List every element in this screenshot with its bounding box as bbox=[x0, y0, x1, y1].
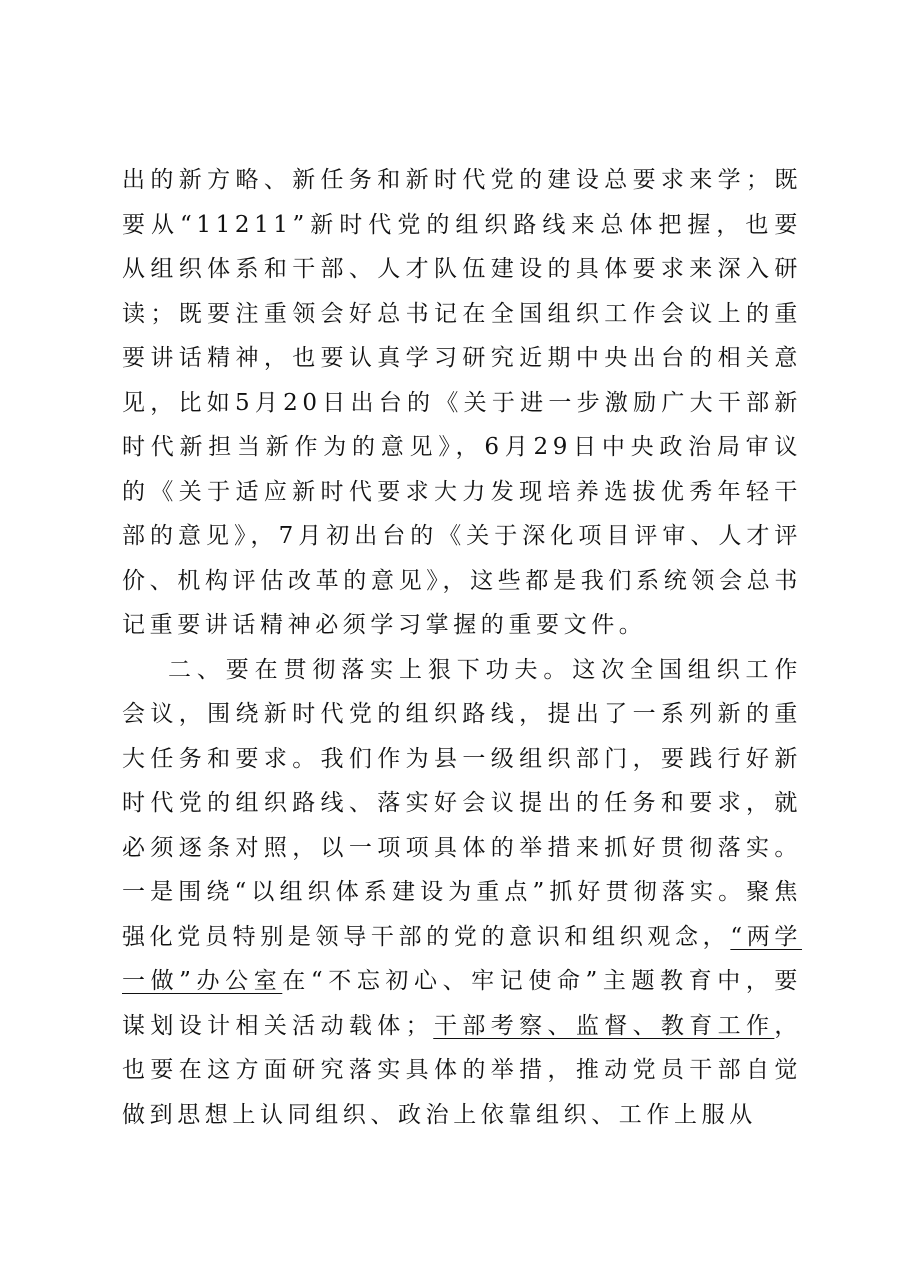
paragraph-2 bbox=[122, 648, 802, 1138]
paragraph-2-text-c: ，也要在这方面研究落实具体的举措，推动党员干部自觉做到思想上认同组织、政治上依靠组织、工作上服从 bbox=[122, 1012, 802, 1128]
paragraph-2-text-a: 二、要在贯彻落实上狠下功夫。这次全国组织工作会议，围绕新时代党的组织路线，提出了一系列新的重大任务和要求。我们作为县一级组织部门，要践行好新时代党的组织路线、落实好会议提出的任务和要求，就必须逐条对照，以一项项具体的举措来抓好贯彻落实。一是围绕“以组织体系建设为重点”抓好贯彻落实。聚焦强化党员特别是领导干部的党的意识和组织观念， bbox=[122, 656, 802, 950]
underlined-phrase-office: “两学一做”办公室 bbox=[122, 923, 803, 994]
paragraph-2-text-b: 在“不忘初心、牢记使命”主题教育中，要谋划设计相关活动载体； bbox=[122, 968, 803, 1039]
underlined-phrase-cadre-work: 干部考察、监督、教育工作 bbox=[433, 1012, 775, 1039]
paragraph-1: 出的新方略、新任务和新时代党的建设总要求来学；既要从“11211”新时代党的组织路线来总体把握，也要从组织体系和干部、人才队伍建设的具体要求来深入研读；既要注重领会好总书记在全国组织工作会议上的重要讲话精神，也要认真学习研究近期中央出台的相关意见，比如5月20日出台的《关于进一步激励广大干部新时代新担当新作为的意见》，6月29日中央政治局审议的《关于适应新时代要求大力发现培养选拔优秀年轻干部的意见》，7月初出台的《关于深化项目评审、人才评价、机构评估改革的意见》，这些都是我们系统领会总书记重要讲话精神必须学习掌握的重要文件。 bbox=[122, 167, 802, 638]
body-text bbox=[122, 158, 802, 1137]
